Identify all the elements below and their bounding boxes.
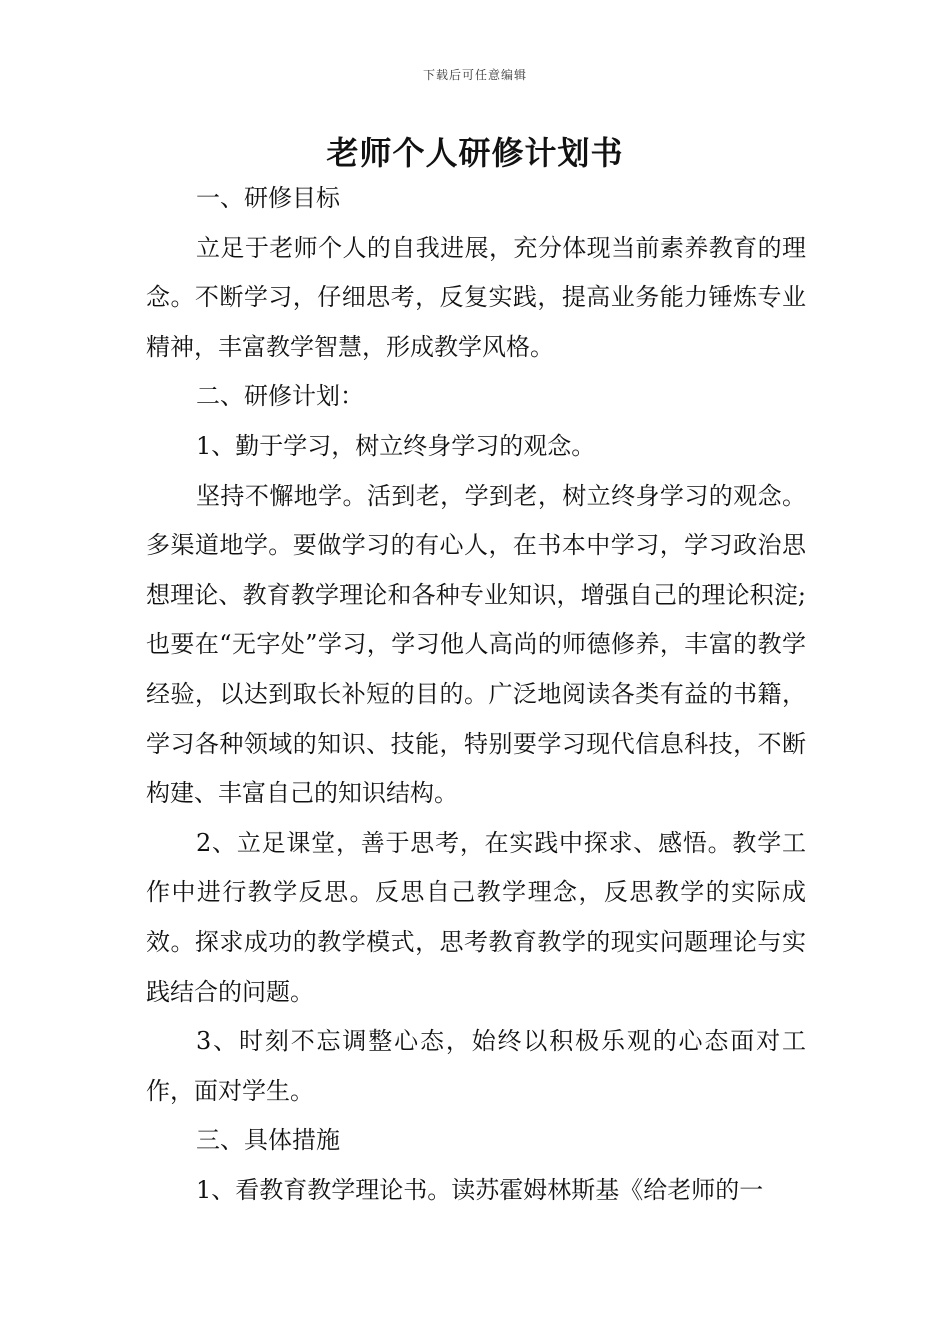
section-heading-plan: 二、研修计划：	[196, 382, 364, 411]
plan-item-3: 3、时刻不忘调整心态，始终以积极乐观的心态面对工作，面对学生。	[146, 1027, 806, 1105]
document-title: 老师个人研修计划书	[326, 134, 624, 172]
document-body	[146, 174, 806, 1215]
paragraph-learning: 坚持不懈地学。活到老，学到老，树立终身学习的观念。 多渠道地学。要做学习的有心人，在书本中学习，学习政治思想理论、教育教学理论和各种专业知识，增强自己的理论积淀;也要在“无字处”学习，学习他人高尚的师德修养，丰富的教学经验，以达到取长补短的目的。广泛地阅读各类有益的书籍，学习各种领域的知识、技能，特别要学习现代信息科技，不断构建、丰富自己的知识结构。	[146, 481, 806, 808]
header-note: 下载后可任意编辑	[422, 68, 527, 82]
paragraph-goals: 立足于老师个人的自我进展，充分体现当前素养教育的理念。不断学习，仔细思考，反复实践，提高业务能力锤炼专业精神，丰富教学智慧，形成教学风格。	[146, 233, 806, 361]
plan-item-1: 1、勤于学习，树立终身学习的观念。	[196, 431, 596, 460]
plan-item-2: 2、立足课堂，善于思考，在实践中探求、感悟。教学工作中进行教学反思。反思自己教学理念，反思教学的实际成效。探求成功的教学模式，思考教育教学的现实问题理论与实践结合的问题。	[146, 828, 806, 1006]
section-heading-goals: 一、研修目标	[196, 184, 340, 212]
section-heading-measures: 三、具体措施	[196, 1126, 340, 1155]
measure-item-1: 1、看教育教学理论书。读苏霍姆林斯基《给老师的一	[196, 1175, 764, 1204]
